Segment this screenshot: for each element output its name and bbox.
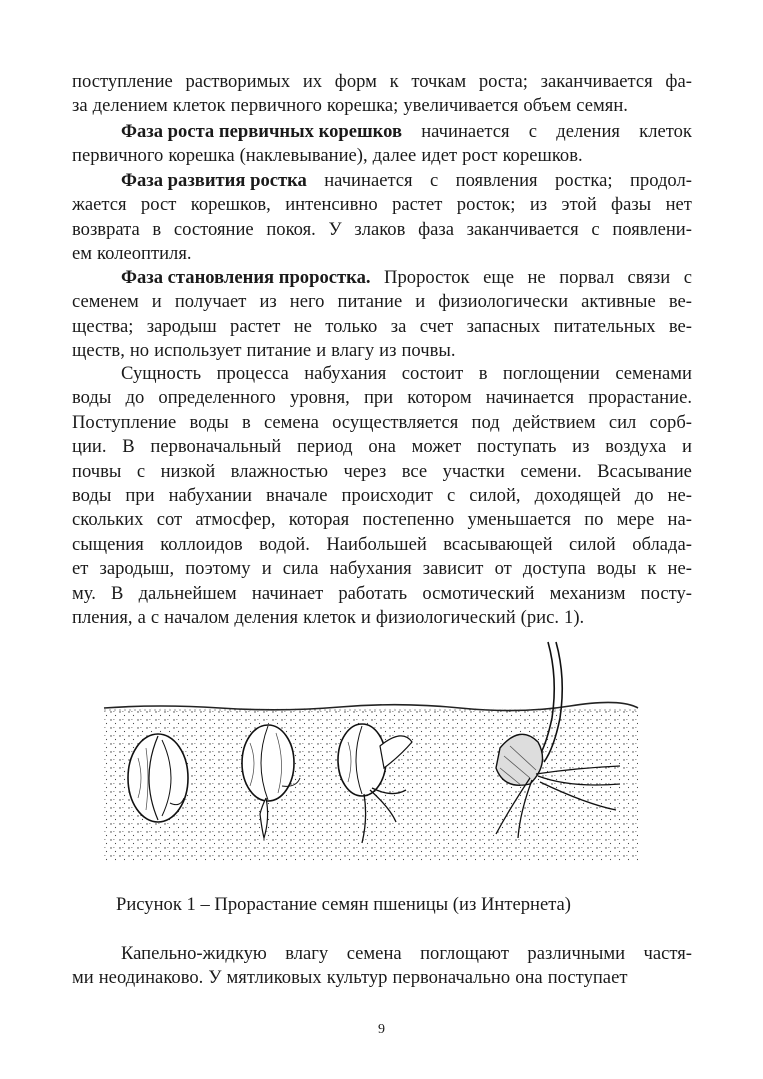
- bold-term: Фаза роста первичных корешков: [121, 121, 403, 142]
- text-line: поступление растворимых их форм к точкам роста; заканчивается фа-: [72, 71, 692, 92]
- text-line: воды при набухании вначале происходит с силой, доходящей до не-: [72, 484, 692, 506]
- page-number: 9: [378, 1022, 385, 1037]
- paragraph-seedling-formation-phase: [72, 266, 692, 364]
- paragraph-moisture-absorption: [72, 942, 692, 991]
- paragraph-swelling-essence: [72, 362, 692, 630]
- text-line: воды до определенного уровня, при котором начинается прорастание.: [72, 387, 692, 409]
- text-line: возврата в состояние покоя. У злаков фаза заканчивается с появлени-: [72, 218, 692, 240]
- text-line: му. В дальнейшем начинает работать осмотический механизм посту-: [72, 582, 692, 604]
- figure-caption: Рисунок 1 – Прорастание семян пшеницы (из Интернета): [116, 894, 572, 915]
- text-line: ции. В первоначальный период она может поступать из воздуха и: [72, 436, 692, 458]
- text-line: за делением клеток первичного корешка; увеличивается объем семян.: [72, 95, 628, 117]
- seed-stage-1: [128, 734, 188, 822]
- text-line: семенем и получает из него питание и физиологически активные ве-: [72, 291, 692, 313]
- paragraph-primary-roots-phase: [72, 120, 692, 169]
- paragraph-sprout-development-phase: [72, 169, 692, 267]
- seed-germination-figure: [100, 638, 648, 868]
- bold-term: Фаза развития ростка: [121, 170, 307, 191]
- text-line: ет зародыш, поэтому и сила набухания зависит от доступа воды к не-: [72, 558, 692, 580]
- text-line: Фаза развития ростка начинается с появления ростка; продол-: [72, 169, 692, 193]
- text-line: Фаза становления проростка. Проросток еще не порвал связи с: [72, 266, 692, 290]
- text-line: почвы с низкой влажностью через все участки семени. Всасывание: [72, 460, 692, 482]
- text-line: Фаза роста первичных корешков начинается с деления клеток: [72, 120, 692, 144]
- text-line: Капельно-жидкую влагу семена поглощают различными частя-: [121, 943, 692, 964]
- text-line: Поступление воды в семена осуществляется под действием сил сорб-: [72, 411, 692, 433]
- text-line: ществ, но использует питание и влагу из почвы.: [72, 340, 456, 362]
- text-line: первичного корешка (наклевывание), далее идет рост корешков.: [72, 145, 583, 167]
- text-line: щества; зародыш растет не только за счет запасных питательных ве-: [72, 315, 692, 337]
- text-line: сыщения коллоидов водой. Наибольшей всасывающей силой облада-: [72, 533, 692, 555]
- paragraph-phase-swelling-end: [72, 70, 692, 119]
- text-line: скольких сот атмосфер, которая постепенно уменьшается по мере на-: [72, 509, 692, 531]
- bold-term: Фаза становления проростка.: [121, 267, 371, 288]
- text-line: пления, а с началом деления клеток и физиологический (рис. 1).: [72, 606, 585, 628]
- text-line: жается рост корешков, интенсивно растет росток; из этой фазы нет: [72, 194, 692, 216]
- text-line: ем колеоптиля.: [72, 243, 192, 265]
- text-line: ми неодинаково. У мятликовых культур первоначально она поступает: [72, 967, 628, 989]
- text-line: Сущность процесса набухания состоит в поглощении семенами: [121, 363, 692, 384]
